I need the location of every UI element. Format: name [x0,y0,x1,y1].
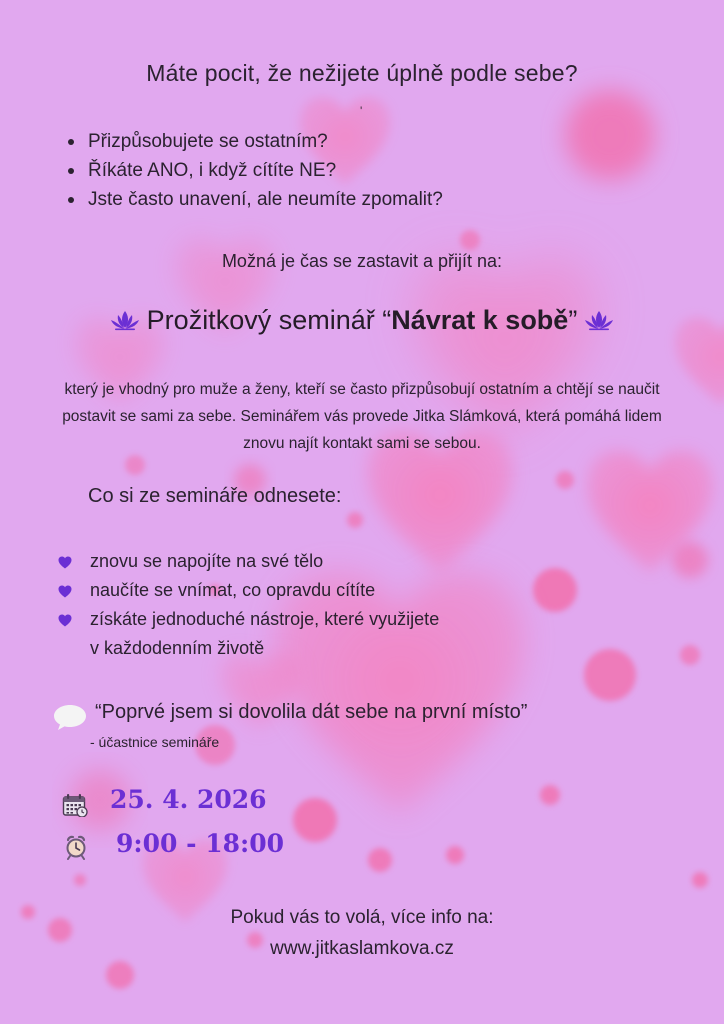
event-date: 25. 4. 2026 [110,785,267,814]
headline: Máte pocit, že nežijete úplně podle sebe? [146,60,578,86]
benefits-list [56,547,439,663]
heart-icon [58,556,72,569]
list-item: Jste často unavení, ale neumíte zpomalit? [64,185,443,214]
speech-bubble-icon [52,703,88,731]
list-item-continuation: v každodenním životě [90,638,265,658]
list-item: naučíte se vnímat, co opravdu cítíte [56,576,439,605]
seminar-description: který je vhodný pro muže a ženy, kteří se často přizpůsobují ostatním a chtějí se naučit postavit se sami za sebe. Seminářem vás provede Jitka Slámková, která pomáhá lidem znovu najít kontakt sami se sebou. [62,381,662,452]
calendar-icon [62,793,88,817]
lotus-icon [109,309,141,331]
lead-text: Možná je čas se zastavit a přijít na: [221,251,503,271]
question-list [64,127,443,214]
heart-icon [58,614,72,627]
testimonial-author: - účastnice semináře [90,734,220,750]
list-item: Říkáte ANO, i když cítíte NE? [64,156,443,185]
lotus-icon [583,309,615,331]
seminar-name: Návrat k sobě [391,305,569,335]
footer [0,902,724,964]
list-item: získáte jednoduché nástroje, které využijete [56,605,439,634]
testimonial-quote: “Poprvé jsem si dovolila dát sebe na první místo” [95,701,528,723]
alarm-clock-icon [65,834,87,860]
event-time: 9:00 - 18:00 [116,829,285,858]
website-link[interactable]: www.jitkaslamkova.cz [270,938,454,959]
bullet-dot-icon [68,139,74,145]
heart-icon [58,585,72,598]
bullet-dot-icon [68,168,74,174]
tick-mark: ' [360,104,363,118]
footer-text: Pokud vás to volá, více info na: [230,907,494,928]
benefits-heading: Co si ze semináře odnesete: [88,485,342,507]
seminar-title: Prožitkový seminář “Návrat k sobě” [0,305,724,336]
bullet-dot-icon [68,197,74,203]
list-item: znovu se napojíte na své tělo [56,547,439,576]
list-item: Přizpůsobujete se ostatním? [64,127,443,156]
